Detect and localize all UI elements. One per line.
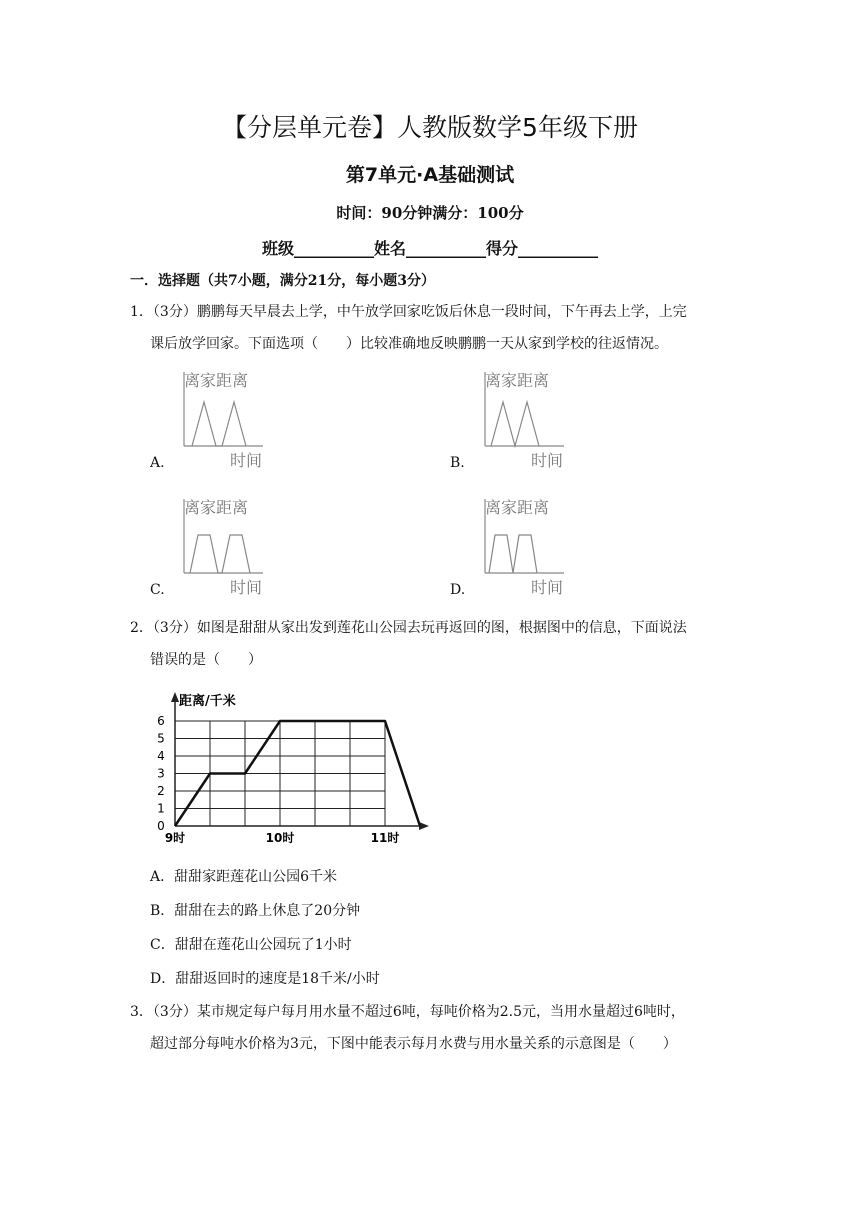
q1-d-xlabel: 时间: [531, 578, 564, 597]
question-1-line2: 课后放学回家。下面选项（ ）比较准确地反映鹏鹏一天从家到学校的往返情况。: [150, 336, 668, 352]
q2-option-d: D．甜甜返回时的速度是18千米/小时: [150, 971, 380, 987]
q2-option-a: A．甜甜家距莲花山公园6千米: [150, 869, 338, 885]
student-info-line: 班级__________姓名__________得分__________: [261, 239, 598, 258]
y-tick-label: 0: [157, 819, 165, 833]
question-2-line1: 2．（3分）如图是甜甜从家出发到莲花山公园去玩再返回的图，根据图中的信息，下面说法: [130, 620, 687, 636]
x-tick-label: 11时: [370, 831, 400, 845]
q1-option-c-label: C.: [150, 582, 165, 598]
question-1: [130, 296, 740, 360]
question-2-line2: 错误的是（ ）: [150, 652, 262, 668]
y-tick-label: 2: [157, 784, 165, 798]
q1-b-xlabel: 时间: [531, 451, 564, 470]
question-3-line2: 超过部分每吨水价格为3元，下图中能表示每月水费与用水量关系的示意图是（ ）: [150, 1036, 677, 1052]
q1-option-a-graph: [178, 366, 288, 471]
question-1-line1: 1．（3分）鹏鹏每天早晨去上学，中午放学回家吃饭后休息一段时间，下午再去上学，上完: [130, 304, 687, 320]
unit-subtitle: 第7单元·A基础测试: [345, 164, 515, 186]
q1-a-ylabel: 离家距离: [184, 371, 249, 390]
q1-c-ylabel: 离家距离: [184, 498, 249, 517]
q2-distance-time-chart: [140, 690, 460, 850]
q1-c-xlabel: 时间: [230, 578, 263, 597]
q1-option-c-graph: [178, 493, 288, 598]
x-tick-label: 10时: [265, 831, 295, 845]
q1-option-d-graph: [479, 493, 589, 598]
q2-option-b: B．甜甜在去的路上休息了20分钟: [150, 903, 361, 919]
y-tick-label: 1: [157, 801, 165, 816]
y-tick-label: 3: [157, 766, 165, 781]
q1-option-d-label: D.: [450, 582, 466, 598]
q1-a-xlabel: 时间: [230, 451, 263, 470]
y-tick-label: 6: [157, 714, 165, 728]
q2-y-axis-label: 距离/千米: [179, 694, 236, 709]
question-3: [130, 996, 740, 1060]
document-title: 【分层单元卷】人教版数学5年级下册: [222, 113, 638, 142]
q1-b-ylabel: 离家距离: [485, 371, 550, 390]
q1-option-a-label: A.: [150, 455, 165, 471]
time-score-line: 时间：90分钟满分：100分: [336, 204, 524, 222]
q1-option-b-label: B.: [450, 455, 465, 471]
y-tick-label: 5: [157, 731, 165, 746]
x-tick-label: 9时: [164, 831, 186, 845]
q2-option-c: C．甜甜在莲花山公园玩了1小时: [150, 937, 352, 953]
y-axis-arrow: [171, 692, 179, 702]
q1-d-ylabel: 离家距离: [485, 498, 550, 517]
q1-option-b-graph: [479, 366, 589, 471]
section-heading: 一．选择题（共7小题，满分21分，每小题3分）: [130, 273, 435, 289]
question-2: [130, 612, 740, 676]
x-axis-arrow: [419, 822, 429, 830]
question-3-line1: 3．（3分）某市规定每户每月用水量不超过6吨，每吨价格为2.5元，当用水量超过6吨时，: [130, 1004, 685, 1020]
y-tick-label: 4: [157, 749, 165, 763]
